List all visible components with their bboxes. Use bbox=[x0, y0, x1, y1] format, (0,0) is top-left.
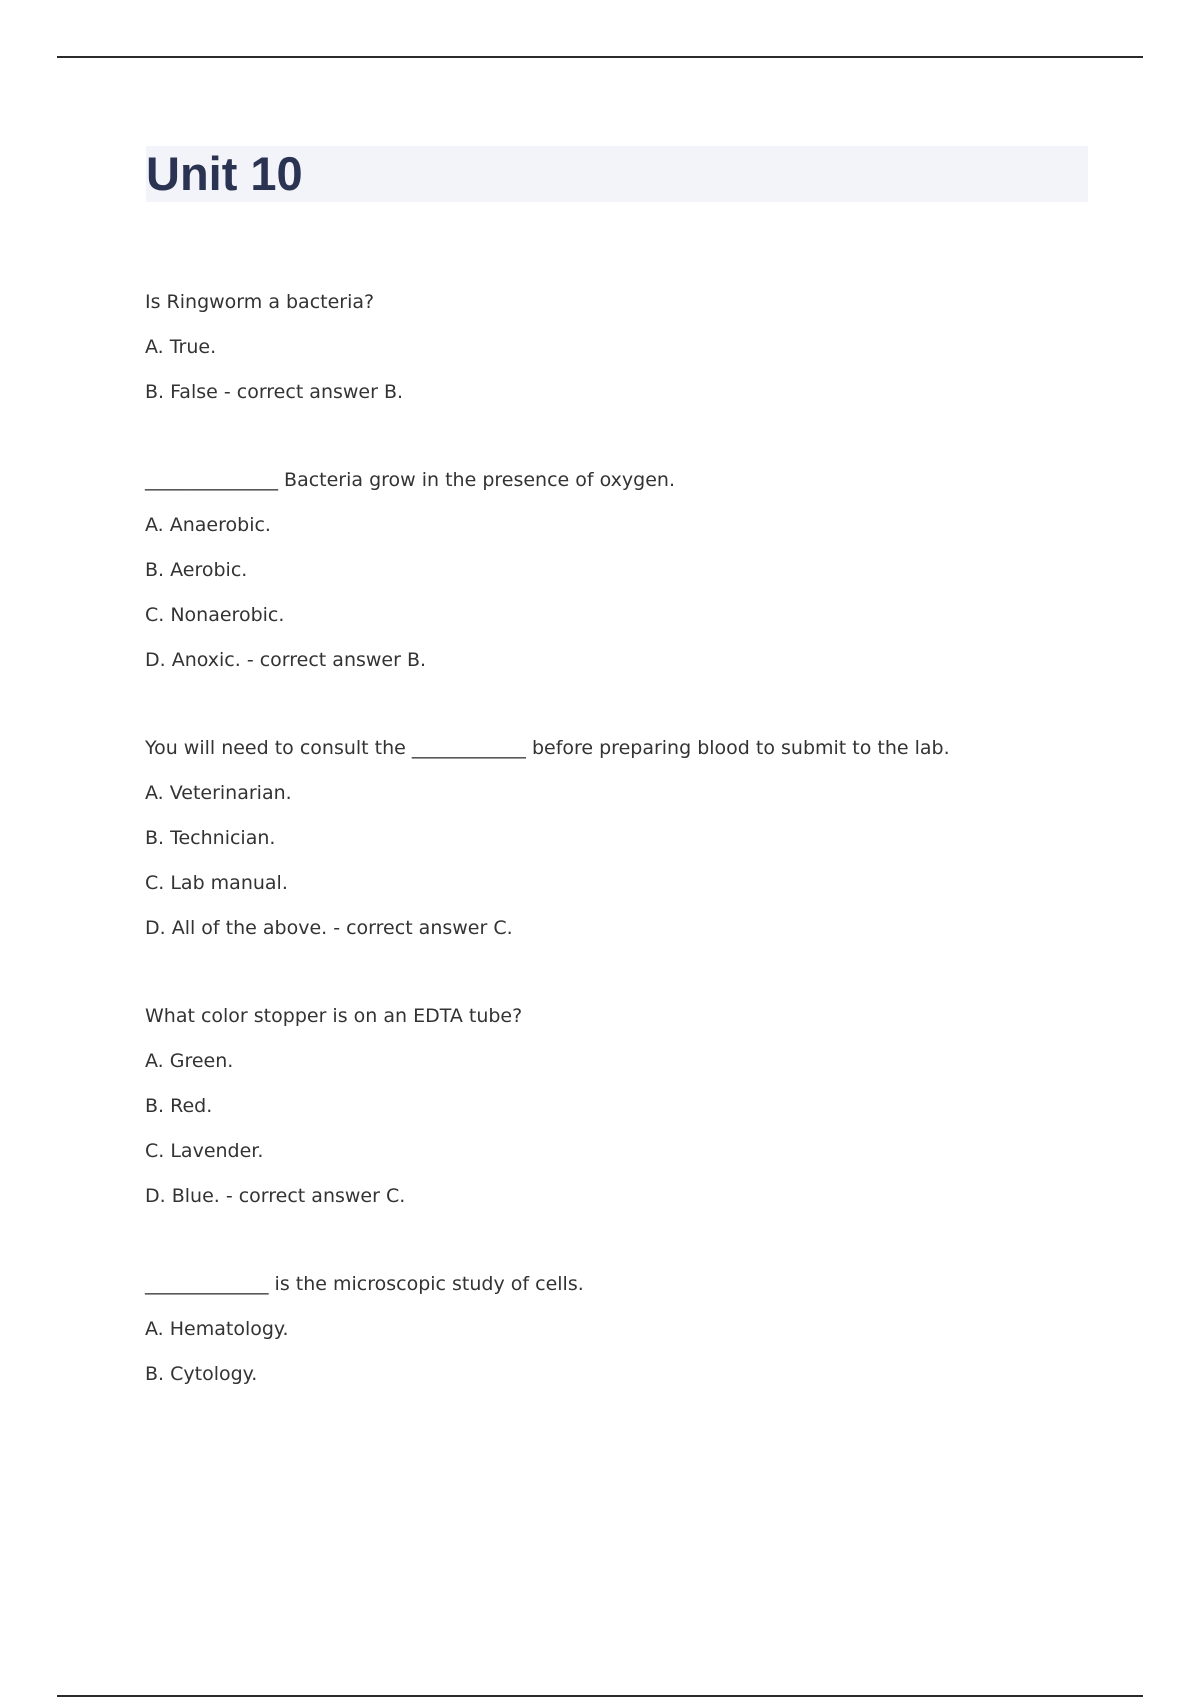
fill-in-blank: _____________ bbox=[145, 1273, 269, 1295]
answer-option: B. Aerobic. bbox=[145, 559, 248, 581]
answer-option: B. Technician. bbox=[145, 827, 276, 849]
answer-option: A. Hematology. bbox=[145, 1318, 289, 1340]
question-text: Bacteria grow in the presence of oxygen. bbox=[284, 469, 675, 491]
bottom-rule bbox=[57, 1695, 1143, 1697]
question-stem bbox=[145, 290, 1085, 335]
question-text-after: before preparing blood to submit to the lab. bbox=[531, 737, 950, 759]
fill-in-blank: ______________ bbox=[145, 469, 278, 491]
answer-option: A. True. bbox=[145, 336, 217, 358]
page-title: Unit 10 bbox=[146, 147, 303, 200]
question-1 bbox=[145, 290, 1085, 425]
answer-option: A. Green. bbox=[145, 1050, 234, 1072]
quiz-content bbox=[145, 290, 1085, 1450]
answer-option: B. Cytology. bbox=[145, 1363, 258, 1385]
question-text: Is Ringworm a bacteria? bbox=[145, 291, 375, 313]
answer-option: B. False - correct answer B. bbox=[145, 381, 404, 403]
answer-option: D. Blue. - correct answer C. bbox=[145, 1185, 406, 1207]
question-3 bbox=[145, 736, 1085, 961]
answer-option: A. Veterinarian. bbox=[145, 782, 292, 804]
question-text-before: You will need to consult the bbox=[145, 737, 406, 759]
answer-option: B. Red. bbox=[145, 1095, 213, 1117]
question-4 bbox=[145, 1004, 1085, 1229]
question-text: is the microscopic study of cells. bbox=[274, 1273, 584, 1295]
question-stem bbox=[145, 468, 1085, 513]
question-stem bbox=[145, 736, 1085, 781]
answer-option: C. Nonaerobic. bbox=[145, 604, 285, 626]
fill-in-blank: ____________ bbox=[411, 737, 526, 759]
answer-option: D. All of the above. - correct answer C. bbox=[145, 917, 513, 939]
top-rule bbox=[57, 56, 1143, 58]
question-5 bbox=[145, 1272, 1085, 1407]
answer-option: A. Anaerobic. bbox=[145, 514, 271, 536]
question-text: What color stopper is on an EDTA tube? bbox=[145, 1005, 523, 1027]
question-2 bbox=[145, 468, 1085, 693]
answer-option: D. Anoxic. - correct answer B. bbox=[145, 649, 427, 671]
question-stem bbox=[145, 1272, 1085, 1317]
answer-option: C. Lab manual. bbox=[145, 872, 288, 894]
question-stem bbox=[145, 1004, 1085, 1049]
answer-option: C. Lavender. bbox=[145, 1140, 264, 1162]
